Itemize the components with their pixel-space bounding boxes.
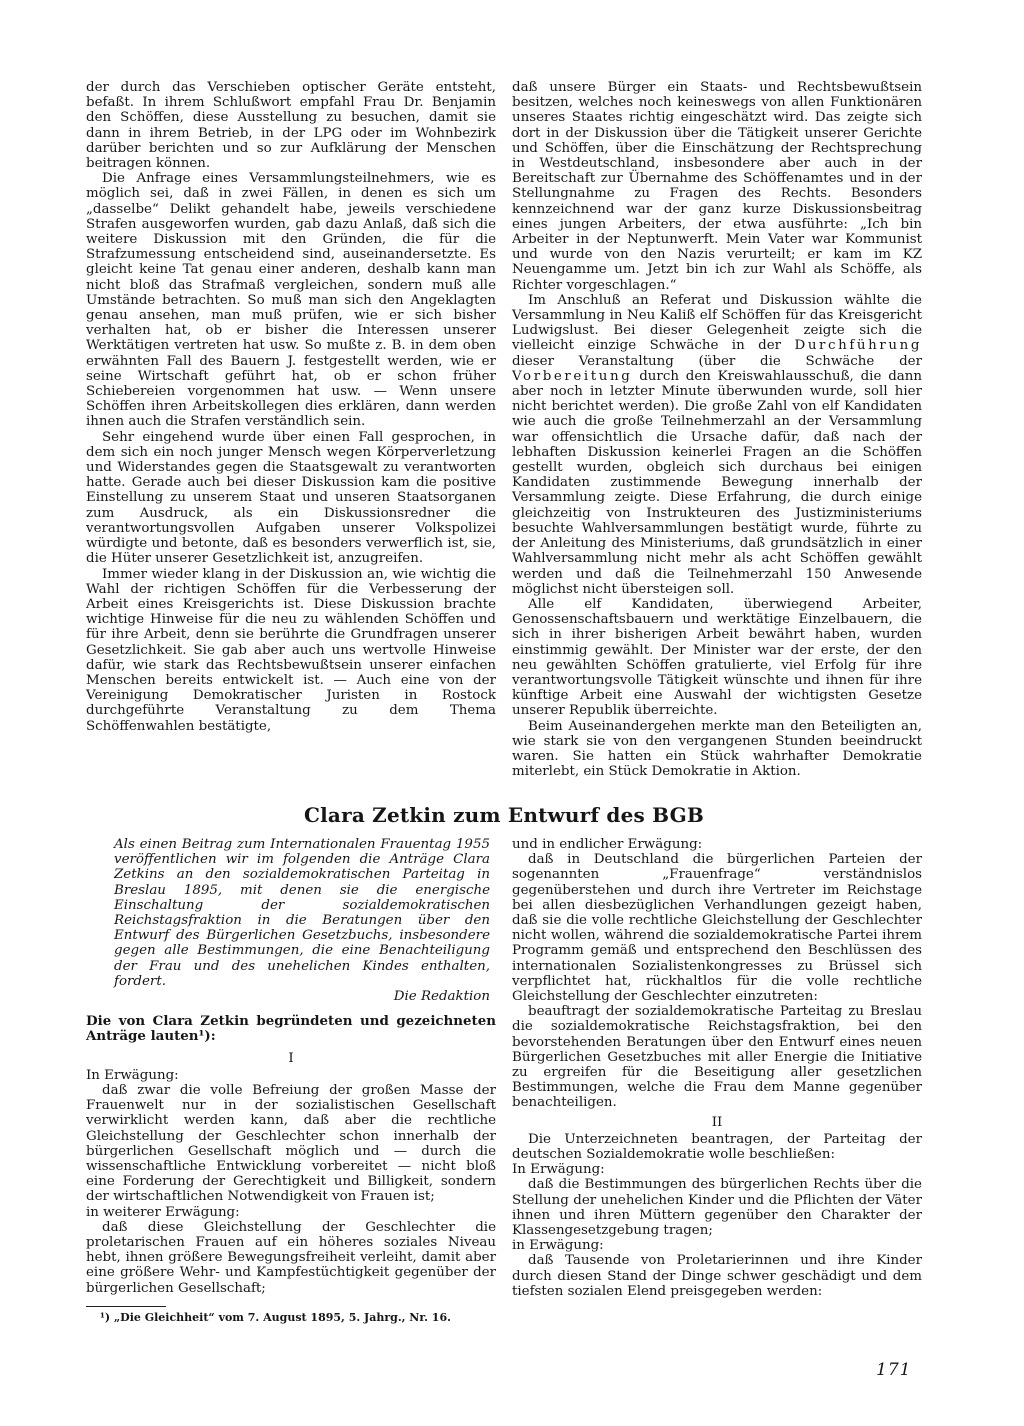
paragraph: daß unsere Bürger ein Staats- und Rechtsbewußtsein besitzen, welches noch keineswegs von allen Funktionären unseres Staates richtig eingeschätzt wird. Das zeigte sich dort in der Diskussion über die Tätigkeit unserer Gerichte und Schöffen, über die Einschätzung der Rechtsprechung in Westdeutschland, insbesondere aber auch in der Bereitschaft zur Übernahme des Schöffenamtes und in der Stellungnahme zu Fragen des Rechts. Besonders kennzeichnend war der ganz kurze Diskussionsbeitrag eines jungen Arbeiters, der etwa ausführte: „Ich bin Arbeiter in der Neptunwerft. Mein Vater war Kommunist und wurde von den Nazis verurteilt; er kam im KZ Neuengamme um. Jetzt bin ich zur Wahl als Schöffe, als Richter vorgeschlagen.“ xyxy=(512,80,922,293)
clause-label: und in endlicher Erwägung: xyxy=(512,837,703,852)
paragraph: daß diese Gleichstellung der Geschlechter die proletarischen Frauen auf ein höheres soziales Niveau hebt, ihnen größere Bewegungsfreiheit verleiht, damit aber eine größere Wehr- und Kampfestüchtigkeit gegenüber der bürgerlichen Gesellschaft; xyxy=(86,1219,496,1296)
paragraph: daß in Deutschland die bürgerlichen Parteien der sogenannten „Frauenfrage“ verständnislos gegenüberstehen und durch ihre Vertreter im Reichstage bei allen diesbezüglichen Verhandlungen gezeigt haben, daß sie die volle rechtliche Gleichstellung der Geschlechter nicht wollen, während die sozialdemokratische Partei ihrem Programm gemäß und entsprechend den Beschlüssen des internationalen Sozialistenkongresses zu Brüssel sich verpflichtet hat, rückhaltlos für die volle rechtliche Gleichstellung der Geschlechter einzutreten: xyxy=(512,852,922,1005)
paragraph: Sehr eingehend wurde über einen Fall gesprochen, in dem sich ein noch junger Mensch wegen Körperverletzung und Widerstandes gegen die Staatsgewalt zu verantworten hatte. Gerade auch bei dieser Diskussion kam die positive Einstellung zu unserem Staat und unseren Staatsorganen zum Ausdruck, als ein Diskussionsredner die verantwortungsvollen Aufgaben unserer Volkspolizei würdigte und betonte, daß es besonders verwerflich ist, sie, die Hüter unserer Gesetzlichkeit ist, anzugreifen. xyxy=(86,429,496,567)
intro-signature: Die Redaktion xyxy=(393,989,490,1005)
paragraph: daß Tausende von Proletarierinnen und ihre Kinder durch diesen Stand der Dinge schwer geschädigt und dem tiefsten sozialen Elend preisgegeben werden: xyxy=(512,1253,922,1299)
text-run: Im Anschluß an Referat und Diskussion wählte die Versammlung in Neu Kaliß elf Schöffen für das Kreisgericht Ludwigslust. Bei dieser Gelegenheit zeigte sich die vielleicht einzige Schwäche in der xyxy=(512,292,922,354)
paragraph: beauftragt der sozialdemokratische Parteitag zu Breslau die sozialdemokratische Reichstagsfraktion, bei den bevorstehenden Beratungen über den Entwurf eines neuen Bürgerlichen Gesetzbuches mit aller Energie die Initiative zu ergreifen für die Beseitigung aller gesetzlichen Bestimmungen, welche die Frau dem Manne gegenüber benachteiligen. xyxy=(512,1004,922,1111)
footnote: ¹) „Die Gleichheit“ vom 7. August 1895, 5. Jahrg., Nr. 16. xyxy=(100,1310,451,1324)
paragraph xyxy=(512,293,922,597)
column-bottom-right xyxy=(512,837,922,1299)
paragraph: der durch das Verschieben optischer Geräte entsteht, befaßt. In ihrem Schlußwort empfahl Frau Dr. Benjamin den Schöffen, diese Ausstellung zu besuchen, damit sie dann in ihrem Betrieb, in der LPG oder im Wohnbezirk darüber berichten und so zur Aufklärung der Menschen beitragen können. xyxy=(86,80,496,172)
column-top-right xyxy=(512,80,922,779)
paragraph: Die Anfrage eines Versammlungsteilnehmers, wie es möglich sei, daß in zwei Fällen, in denen es sich um „dasselbe“ Delikt gehandelt habe, jeweils verschiedene Strafen ausgeworfen wurden, gab dazu Anlaß, daß sich die weitere Diskussion mit den Gründen, die für die Strafzumessung entscheidend sind, auseinandersetzte. Es gleicht keine Tat genau einer anderen, deshalb kann man nicht bloß das Strafmaß vergleichen, sondern muß alle Umstände betrachten. So muß man sich den Angeklagten genau ansehen, man muß prüfen, wie er sich bisher verhalten hat, ob er bisher die Interessen unserer Werktätigen vertreten hat usw. So mußte z. B. in dem oben erwähnten Fall des Bauern J. festgestellt werden, wie er seine Wirtschaft geführt hat, ob er schon früher Schiebereien vorgenommen hat usw. — Wenn unsere Schöffen ihren Arbeitskollegen dies erklären, dann werden ihnen auch die Strafen verständlich sein. xyxy=(86,171,496,430)
paragraph: daß zwar die volle Befreiung der großen Masse der Frauenwelt nur in der sozialistischen Gesellschaft verwirklicht werden kann, daß aber die rechtliche Gleichstellung der Geschlechter schon innerhalb der bürgerlichen Gesellschaft möglich und — durch die wissenschaftliche Entwicklung vorbereitet — nicht bloß eine Forderung der Gerechtigkeit und Billigkeit, sondern der wirtschaftlichen Notwendigkeit von Frauen ist; xyxy=(86,1083,496,1205)
spaced-word: Durchführung xyxy=(794,338,922,354)
text-run: durch den Kreiswahlausschuß, die dann aber noch in letzter Minute überwunden wurde, soll hier nicht berichtet werden). Die große Zahl von elf Kandidaten wie auch die große Teilnehmerzahl an der Versammlung war offensichtlich die Ursache dafür, daß nach der lebhaften Diskussion keinerlei Fragen an die Schöffen gestellt wurden, obgleich sich durchaus bei einigen Kandidaten zustimmende Bewegung innerhalb der Versammlung zeigte. Diese Erfahrung, die durch einige gleichzeitig von Instrukteuren des Justizministeriums besuchte Wahlversammlungen bestätigt wurde, führte zu der Anleitung des Ministeriums, daß grundsätzlich in einer Wahlversammlung nicht mehr als acht Schöffen gewählt werden und daß die Teilnehmerzahl 150 Anwesende möglichst nicht übersteigen soll. xyxy=(512,368,922,597)
paragraph: Beim Auseinandergehen merkte man den Beteiligten an, wie stark sie von den vergangenen Stunden beeindruckt waren. Sie hatten ein Stück wahrhafter Demokratie miterlebt, ein Stück Demokratie in Aktion. xyxy=(512,718,922,780)
clause-label: In Erwägung: xyxy=(512,1162,605,1178)
paragraph: Immer wieder klang in der Diskussion an, wie wichtig die Wahl der richtigen Schöffen für die Verbesserung der Arbeit eines Kreisgerichts ist. Diese Diskussion brachte wichtige Hinweise für die neu zu wählenden Schöffen und für ihre Arbeit, denn sie berührte die Grundfragen unserer Gesetzlichkeit. Sie gab aber auch uns wertvolle Hinweise dafür, wie stark das Rechtsbewußtsein unserer einfachen Menschen bereits entwickelt ist. — Auch eine von der Vereinigung Demokratischer Juristen in Rostock durchgeführte Veranstaltung zu dem Thema Schöffenwahlen bestätigte, xyxy=(86,566,496,734)
paragraph: Alle elf Kandidaten, überwiegend Arbeiter, Genossenschaftsbauern und werktätige Einzelbauern, die sich in ihrer bisherigen Arbeit bewährt haben, wurden einstimmig gewählt. Der Minister war der erste, der den neu gewählten Schöffen gratulierte, viel Erfolg für ihre verantwortungsvolle Tätigkeit wünschte und ihnen für ihre künftige Arbeit eine Auswahl der wichtigsten Gesetze unserer Republik überreichte. xyxy=(512,596,922,719)
spaced-word: Vorbereitung xyxy=(512,368,633,384)
section-numeral: II xyxy=(711,1114,723,1130)
article-headline: Clara Zetkin zum Entwurf des BGB xyxy=(304,803,704,827)
editorial-intro xyxy=(86,837,496,1004)
section-numeral: I xyxy=(288,1050,294,1066)
section-heading: Die von Clara Zetkin begründeten und gezeichneten Anträge lauten¹): xyxy=(86,1013,496,1045)
footnote-divider xyxy=(86,1306,166,1307)
text-run: dieser Veranstaltung (über die Schwäche der xyxy=(512,353,922,369)
paragraph: Die Unterzeichneten beantragen, der Parteitag der deutschen Sozialdemokratie wolle beschließen: xyxy=(512,1131,922,1163)
page-number: 171 xyxy=(876,1360,912,1380)
column-top-left xyxy=(86,80,496,734)
clause-label: In Erwägung: xyxy=(86,1067,179,1083)
clause-label: in Erwägung: xyxy=(512,1238,604,1254)
intro-text: Als einen Beitrag zum Internationalen Frauentag 1955 veröffentlichen wir im folgenden die Anträge Clara Zetkins an den sozialdemokratischen Parteitag in Breslau 1895, mit denen sie die energische Einschaltung der sozialdemokratischen Reichstagsfraktion in die Beratungen über den Entwurf des Bürgerlichen Gesetzbuchs, insbesondere gegen alle Bestimmungen, die eine Benachteiligung der Frau und des unehelichen Kindes enthalten, fordert. xyxy=(114,837,490,989)
clause-label: in weiterer Erwägung: xyxy=(86,1204,240,1220)
column-bottom-left xyxy=(86,837,496,1324)
paragraph: daß die Bestimmungen des bürgerlichen Rechts über die Stellung der unehelichen Kinder und die Pflichten der Väter ihnen und ihren Müttern gegenüber den Charakter der Klassengesetzgebung tragen; xyxy=(512,1177,922,1239)
